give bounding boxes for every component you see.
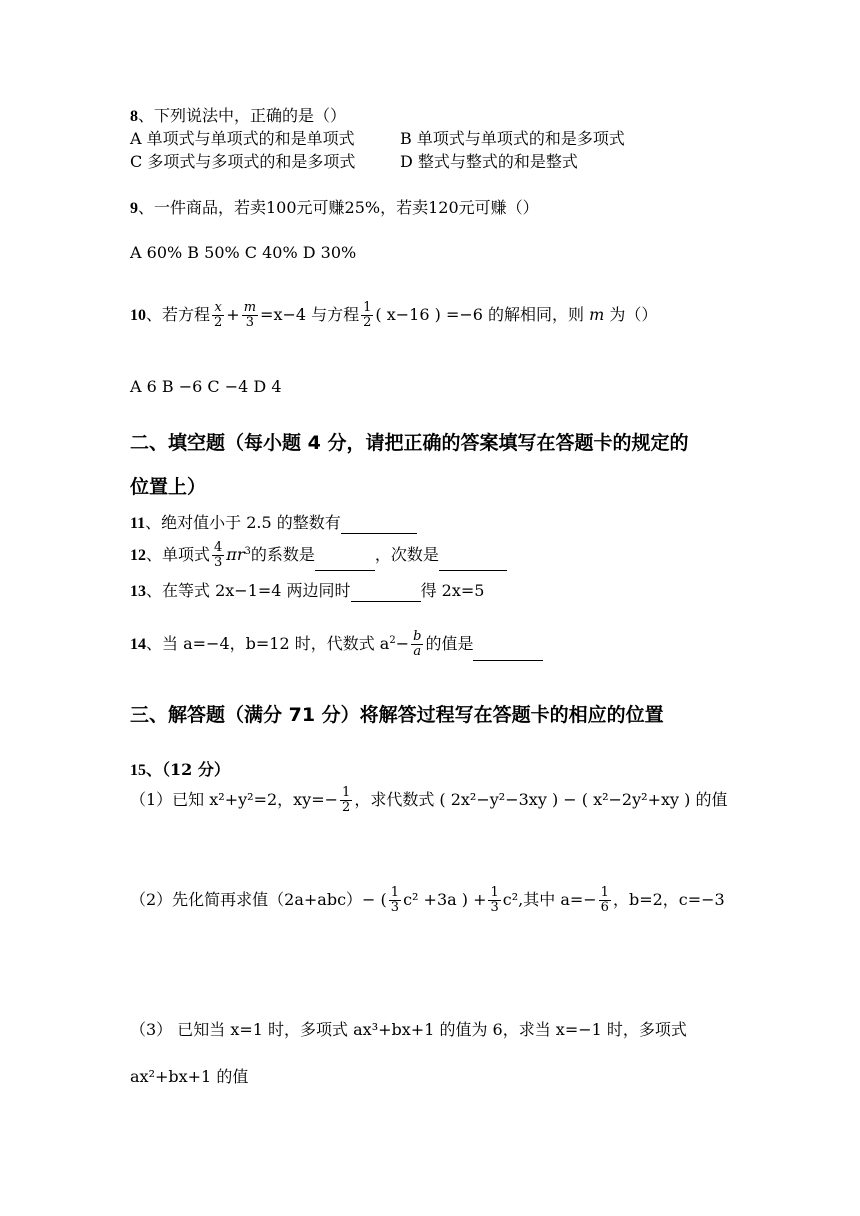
q8-options-row2 [130, 152, 578, 172]
q12-fraction-4-over-3: $\frac{4}{3}$ [214, 540, 223, 570]
q15-part1: （1）已知 x²+y²=2，xy=− $\frac{1}{2}$ ，求代数式 ( 2x²−y²−3xy ) − ( x²−2y²+xy ) 的值 [130, 785, 728, 815]
q10-options: A 6 B −6 C −4 D 4 [130, 377, 282, 396]
q15-part3-line2: ax²+bx+1 的值 [130, 1067, 249, 1086]
section3-heading: 三、解答题（满分 71 分）将解答过程写在答题卡的相应的位置 [130, 704, 664, 726]
q8-number: 8 [130, 108, 138, 125]
q15-part3-line1: （3） 已知当 x=1 时，多项式 ax³+bx+1 的值为 6，求当 x=−1 时，多项式 [130, 1020, 687, 1039]
q9-options: A 60% B 50% C 40% D 30% [130, 243, 357, 262]
q12: 12、单项式 $\frac{4}{3}$ $\pi r^3$的系数是 ，次数是 [130, 540, 507, 571]
q11-answer-blank [341, 517, 417, 534]
q12-degree-blank [439, 554, 507, 571]
q14: 14、当 a=−4，b=12 时，代数式 $a^2-$ $\frac{b}{a}$ 的值是 [130, 628, 543, 661]
section2-heading-line1: 二、填空题（每小题 4 分，请把正确的答案填写在答题卡的规定的 [130, 432, 689, 454]
q14-fraction-b-over-a: $\frac{b}{a}$ [413, 629, 422, 659]
q9-number: 9 [130, 200, 138, 217]
q8-option-a: A 单项式与单项式的和是单项式 [130, 129, 355, 148]
q9-stem: 9、一件商品，若卖100元可赚25%，若卖120元可赚（） [130, 198, 539, 217]
q13: 13、在等式 2x−1=4 两边同时 得 2x=5 [130, 581, 485, 600]
q8-stem: 8、下列说法中，正确的是（） [130, 106, 347, 125]
q8-options-row1 [130, 129, 625, 149]
q8-option-c: C 多项式与多项式的和是多项式 [130, 152, 356, 171]
section2-heading-line2: 位置上） [130, 476, 207, 498]
q8-option-d: D 整式与整式的和是整式 [400, 152, 578, 171]
q10-fraction-1-over-2: $\frac{1}{2}$ [363, 300, 372, 330]
q10-stem: 10、若方程 $\frac{x}{2}$ + $\frac{m}{3}$ =x−4 与方程 $\frac{1}{2}$ ( x−16 ) =−6 的解相同，则 m 为（） [130, 300, 658, 330]
q10-fraction-x-over-2: $\frac{x}{2}$ [214, 300, 223, 330]
q12-coefficient-blank [315, 554, 375, 571]
q10-number: 10 [130, 307, 146, 324]
q15-part1-fraction: $\frac{1}{2}$ [342, 785, 351, 815]
q14-answer-blank [473, 644, 543, 661]
q8-option-b: B 单项式与单项式的和是多项式 [400, 129, 625, 148]
q15-part2-fraction-2: $\frac{1}{3}$ [490, 885, 499, 915]
q11: 11、绝对值小于 2.5 的整数有 [130, 513, 417, 534]
q10-fraction-m-over-3: $\frac{m}{3}$ [243, 300, 257, 330]
q15-part2-fraction-1: $\frac{1}{3}$ [390, 885, 400, 915]
q13-answer-blank [351, 585, 421, 602]
q15-part2: （2）先化简再求值（2a+abc）− ( $\frac{1}{3}$ c² +3a ) + $\frac{1}{3}$ c²,其中 a=− $\frac{1}{6}$ ，b=2，c=−3 [130, 885, 725, 915]
q15-title: 15、（12 分） [130, 760, 230, 779]
q15-part2-fraction-3: $\frac{1}{6}$ [600, 885, 609, 915]
